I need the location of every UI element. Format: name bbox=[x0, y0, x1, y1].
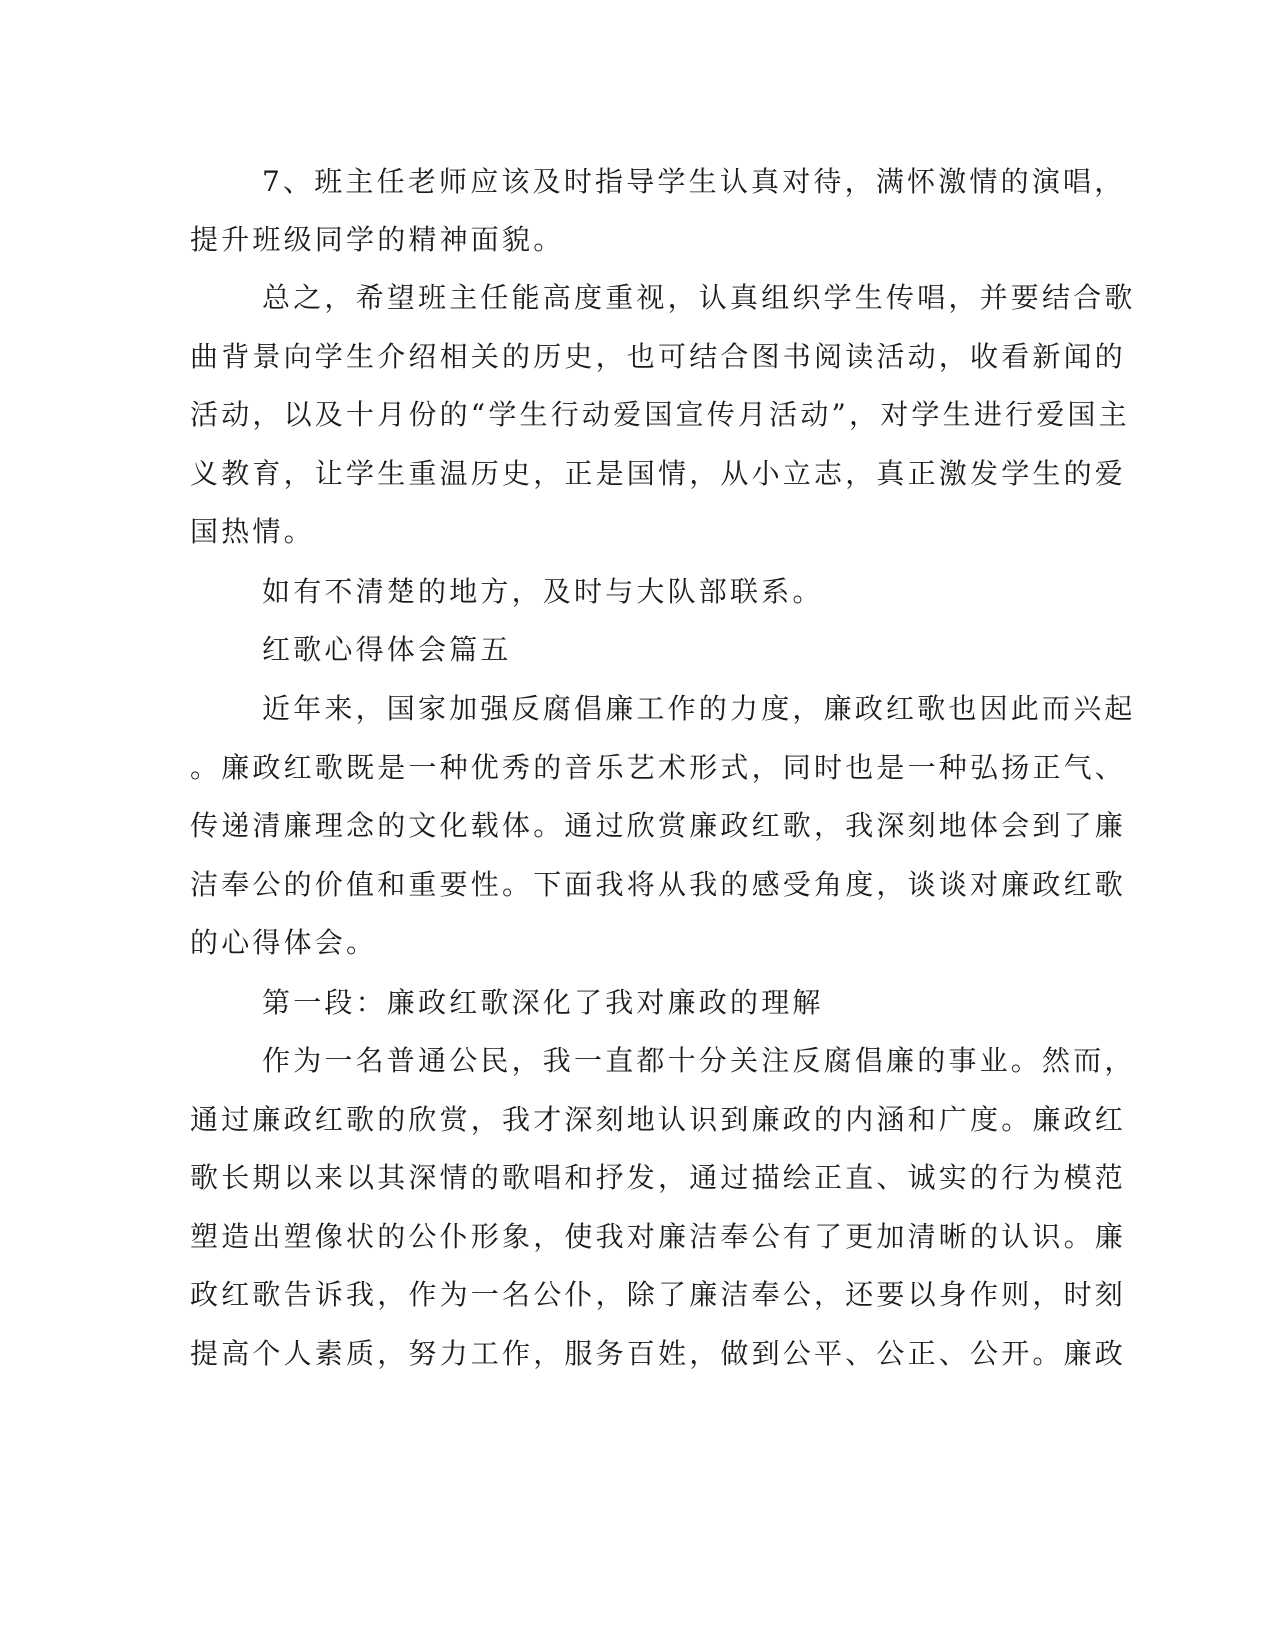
text-line: 活动，以及十月份的“学生行动爱国宣传月活动”，对学生进行爱国主 bbox=[190, 398, 1130, 431]
text-line: 提升班级同学的精神面貌。 bbox=[190, 223, 565, 256]
text-line: 近年来，国家加强反腐倡廉工作的力度，廉政红歌也因此而兴起 bbox=[262, 692, 1136, 725]
text-line: 作为一名普通公民，我一直都十分关注反腐倡廉的事业。然而， bbox=[262, 1044, 1136, 1077]
text-line: 曲背景向学生介绍相关的历史，也可结合图书阅读活动，收看新闻的 bbox=[190, 340, 1127, 373]
text-line: 通过廉政红歌的欣赏，我才深刻地认识到廉政的内涵和广度。廉政红 bbox=[190, 1103, 1127, 1136]
text-line: 传递清廉理念的文化载体。通过欣赏廉政红歌，我深刻地体会到了廉 bbox=[190, 809, 1127, 842]
text-line: 义教育，让学生重温历史，正是国情，从小立志，真正激发学生的爱 bbox=[190, 457, 1127, 490]
text-line: 提高个人素质，努力工作，服务百姓，做到公平、公正、公开。廉政 bbox=[190, 1337, 1127, 1370]
text-line: 政红歌告诉我，作为一名公仆，除了廉洁奉公，还要以身作则，时刻 bbox=[190, 1278, 1127, 1311]
text-line: 塑造出塑像状的公仆形象，使我对廉洁奉公有了更加清晰的认识。廉 bbox=[190, 1220, 1127, 1253]
text-line: 。廉政红歌既是一种优秀的音乐艺术形式，同时也是一种弘扬正气、 bbox=[190, 751, 1127, 784]
paragraph-heading: 第一段：廉政红歌深化了我对廉政的理解 bbox=[262, 986, 824, 1019]
section-heading: 红歌心得体会篇五 bbox=[262, 633, 512, 666]
text-line: 洁奉公的价值和重要性。下面我将从我的感受角度，谈谈对廉政红歌 bbox=[190, 868, 1127, 901]
text-line: 国热情。 bbox=[190, 515, 315, 548]
text-line: 7、班主任老师应该及时指导学生认真对待，满怀激情的演唱， bbox=[262, 165, 1126, 198]
text-line: 如有不清楚的地方，及时与大队部联系。 bbox=[262, 575, 824, 608]
text-line: 歌长期以来以其深情的歌唱和抒发，通过描绘正直、诚实的行为模范 bbox=[190, 1161, 1127, 1194]
text-line: 的心得体会。 bbox=[190, 926, 378, 959]
text-line: 总之，希望班主任能高度重视，认真组织学生传唱，并要结合歌 bbox=[262, 281, 1136, 314]
